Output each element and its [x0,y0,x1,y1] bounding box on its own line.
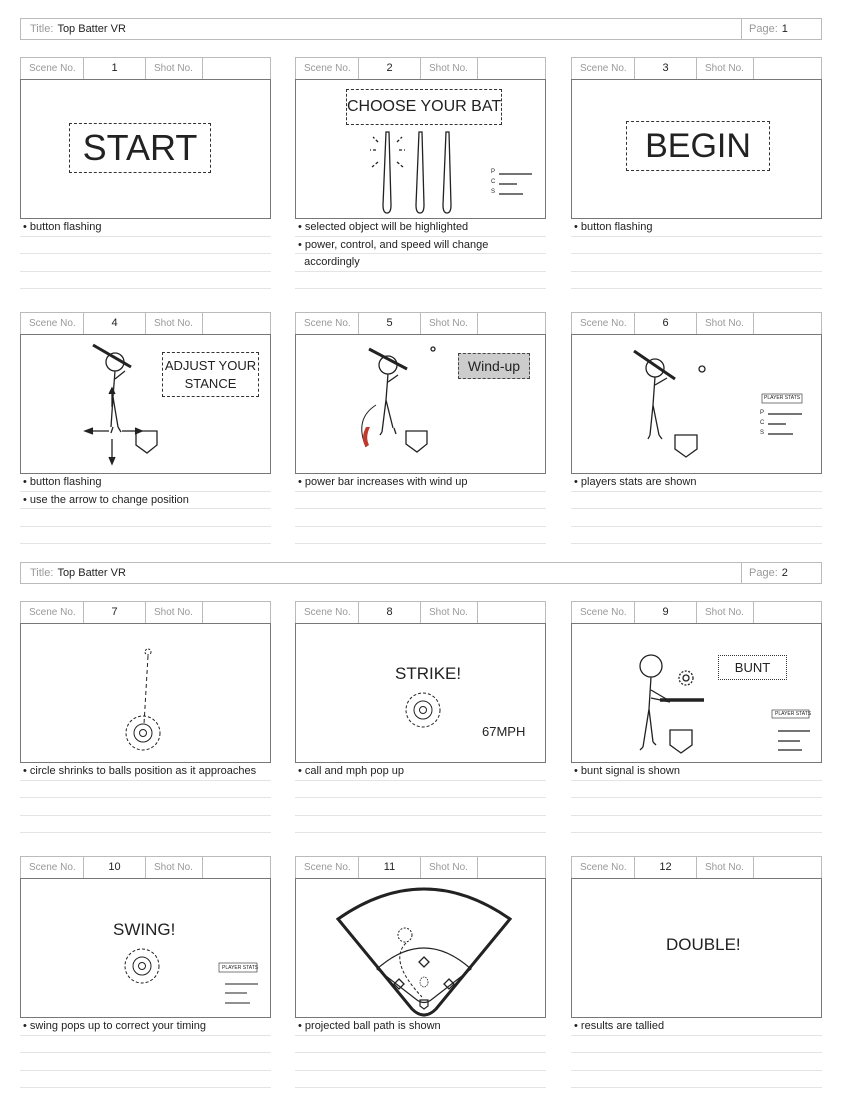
note-line: • use the arrow to change position [20,492,271,510]
start-button[interactable]: START [69,123,211,173]
note-line: • power, control, and speed will change [295,237,546,255]
strike-call: STRIKE! [395,664,462,683]
note-line: • swing pops up to correct your timing [20,1018,271,1036]
scene-number: 10 [84,857,146,878]
scene-panel-11: Scene No. 11 Shot No. • projected ball path is shown [295,856,546,1088]
page-1-title-bar [20,18,822,40]
storyboard-title: Top Batter VR [57,567,126,579]
home-plate-icon [675,435,697,457]
scene-panel-5: Scene No. 5 Shot No. Wind-up • power bar increases with wind up [295,312,546,544]
begin-button[interactable]: BEGIN [626,121,770,171]
scene-frame [295,878,546,1018]
title-label: Title: [30,567,54,579]
adjust-stance-button[interactable]: ADJUST YOUR STANCE [162,352,259,397]
note-line: accordingly [295,254,546,272]
choose-bat-button[interactable]: CHOOSE YOUR BAT [346,89,502,125]
note-line: • button flashing [571,219,822,237]
note-line: • circle shrinks to balls position as it approaches [20,763,271,781]
scene-frame: PLAYER STATS P C S [571,334,822,474]
target-circle-icon [296,624,546,763]
scene-panel-12: Scene No. 12 Shot No. DOUBLE! • results are tallied [571,856,822,1088]
page-number: 1 [781,23,788,35]
pitch-speed: 67MPH [482,724,526,739]
note-line: • selected object will be highlighted [295,219,546,237]
stick-figure-batter-icon [572,624,822,763]
result-call: DOUBLE! [666,935,741,954]
scene-number: 1 [84,58,146,79]
player-stats-label: PLAYER STATS [222,965,259,971]
target-circle-icon [21,879,271,1018]
bats-icon [296,80,546,219]
scene-number: 4 [84,313,146,334]
scene-header: Scene No. 1 Shot No. [20,57,271,79]
scene-panel-3: Scene No. 3 Shot No. BEGIN • button flashing [571,57,822,289]
note-line: • power bar increases with wind up [295,474,546,492]
scene-number: 9 [635,602,697,623]
scene-panel-4: Scene No. 4 Shot No. ADJUST YOUR STANCE • button flashing • use the arrow to change position [20,312,271,544]
storyboard-title: Top Batter VR [57,23,126,35]
target-circle-icon [21,624,271,763]
scene-panel-2: Scene No. 2 Shot No. CHOOSE YOUR BAT P C S • selected object will be highlighted • power, control, and speed will change accordingly [295,57,546,289]
scene-number: 6 [635,313,697,334]
scene-frame [20,79,271,219]
note-line: • button flashing [20,474,271,492]
scene-frame [295,334,546,474]
scene-panel-7: Scene No. 7 Shot No. • circle shrinks to balls position as it approaches [20,601,271,833]
scene-number: 11 [359,857,421,878]
scene-number: 7 [84,602,146,623]
note-line: • call and mph pop up [295,763,546,781]
scene-frame [20,334,271,474]
title-label: Title: [30,23,54,35]
scene-number: 12 [635,857,697,878]
player-stats-label: PLAYER STATS [764,395,801,401]
scene-frame [571,79,822,219]
page-label: Page: [749,567,778,579]
home-plate-icon [406,431,427,452]
scene-panel-10: Scene No. 10 Shot No. SWING! PLAYER STATS • swing pops up to correct your timing [20,856,271,1088]
page-label: Page: [749,23,778,35]
home-plate-icon [670,730,692,753]
note-line: • bunt signal is shown [571,763,822,781]
scene-frame [20,878,271,1018]
player-stats-label: PLAYER STATS [775,711,812,717]
scene-frame: CHOOSE YOUR BAT P C S [295,79,546,219]
baseball-field-icon [296,879,546,1018]
page-2-title-bar [20,562,822,584]
wind-up-indicator: Wind-up [458,353,530,379]
power-bar [363,427,370,447]
scene-panel-8: Scene No. 8 Shot No. STRIKE! 67MPH • call and mph pop up [295,601,546,833]
scene-number: 8 [359,602,421,623]
note-line: • results are tallied [571,1018,822,1036]
scene-number: 3 [635,58,697,79]
scene-frame [571,878,822,1018]
scene-panel-1 [20,57,271,289]
scene-number: 2 [359,58,421,79]
note-line: • projected ball path is shown [295,1018,546,1036]
swing-prompt: SWING! [113,920,176,939]
note-line: • button flashing [20,219,271,237]
home-plate-icon [136,431,157,453]
page-number: 2 [781,567,788,579]
scene-frame [571,623,822,763]
bunt-signal: BUNT [718,655,787,680]
scene-frame [20,623,271,763]
scene-frame [295,623,546,763]
scene-number: 5 [359,313,421,334]
stick-figure-batter-icon [572,335,822,474]
scene-panel-6: Scene No. 6 Shot No. PLAYER STATS P C S • players stats are shown [571,312,822,544]
home-plate-icon [420,1000,428,1009]
note-line: • players stats are shown [571,474,822,492]
scene-panel-9: Scene No. 9 Shot No. PLAYER STATS BUNT • bunt signal is shown [571,601,822,833]
